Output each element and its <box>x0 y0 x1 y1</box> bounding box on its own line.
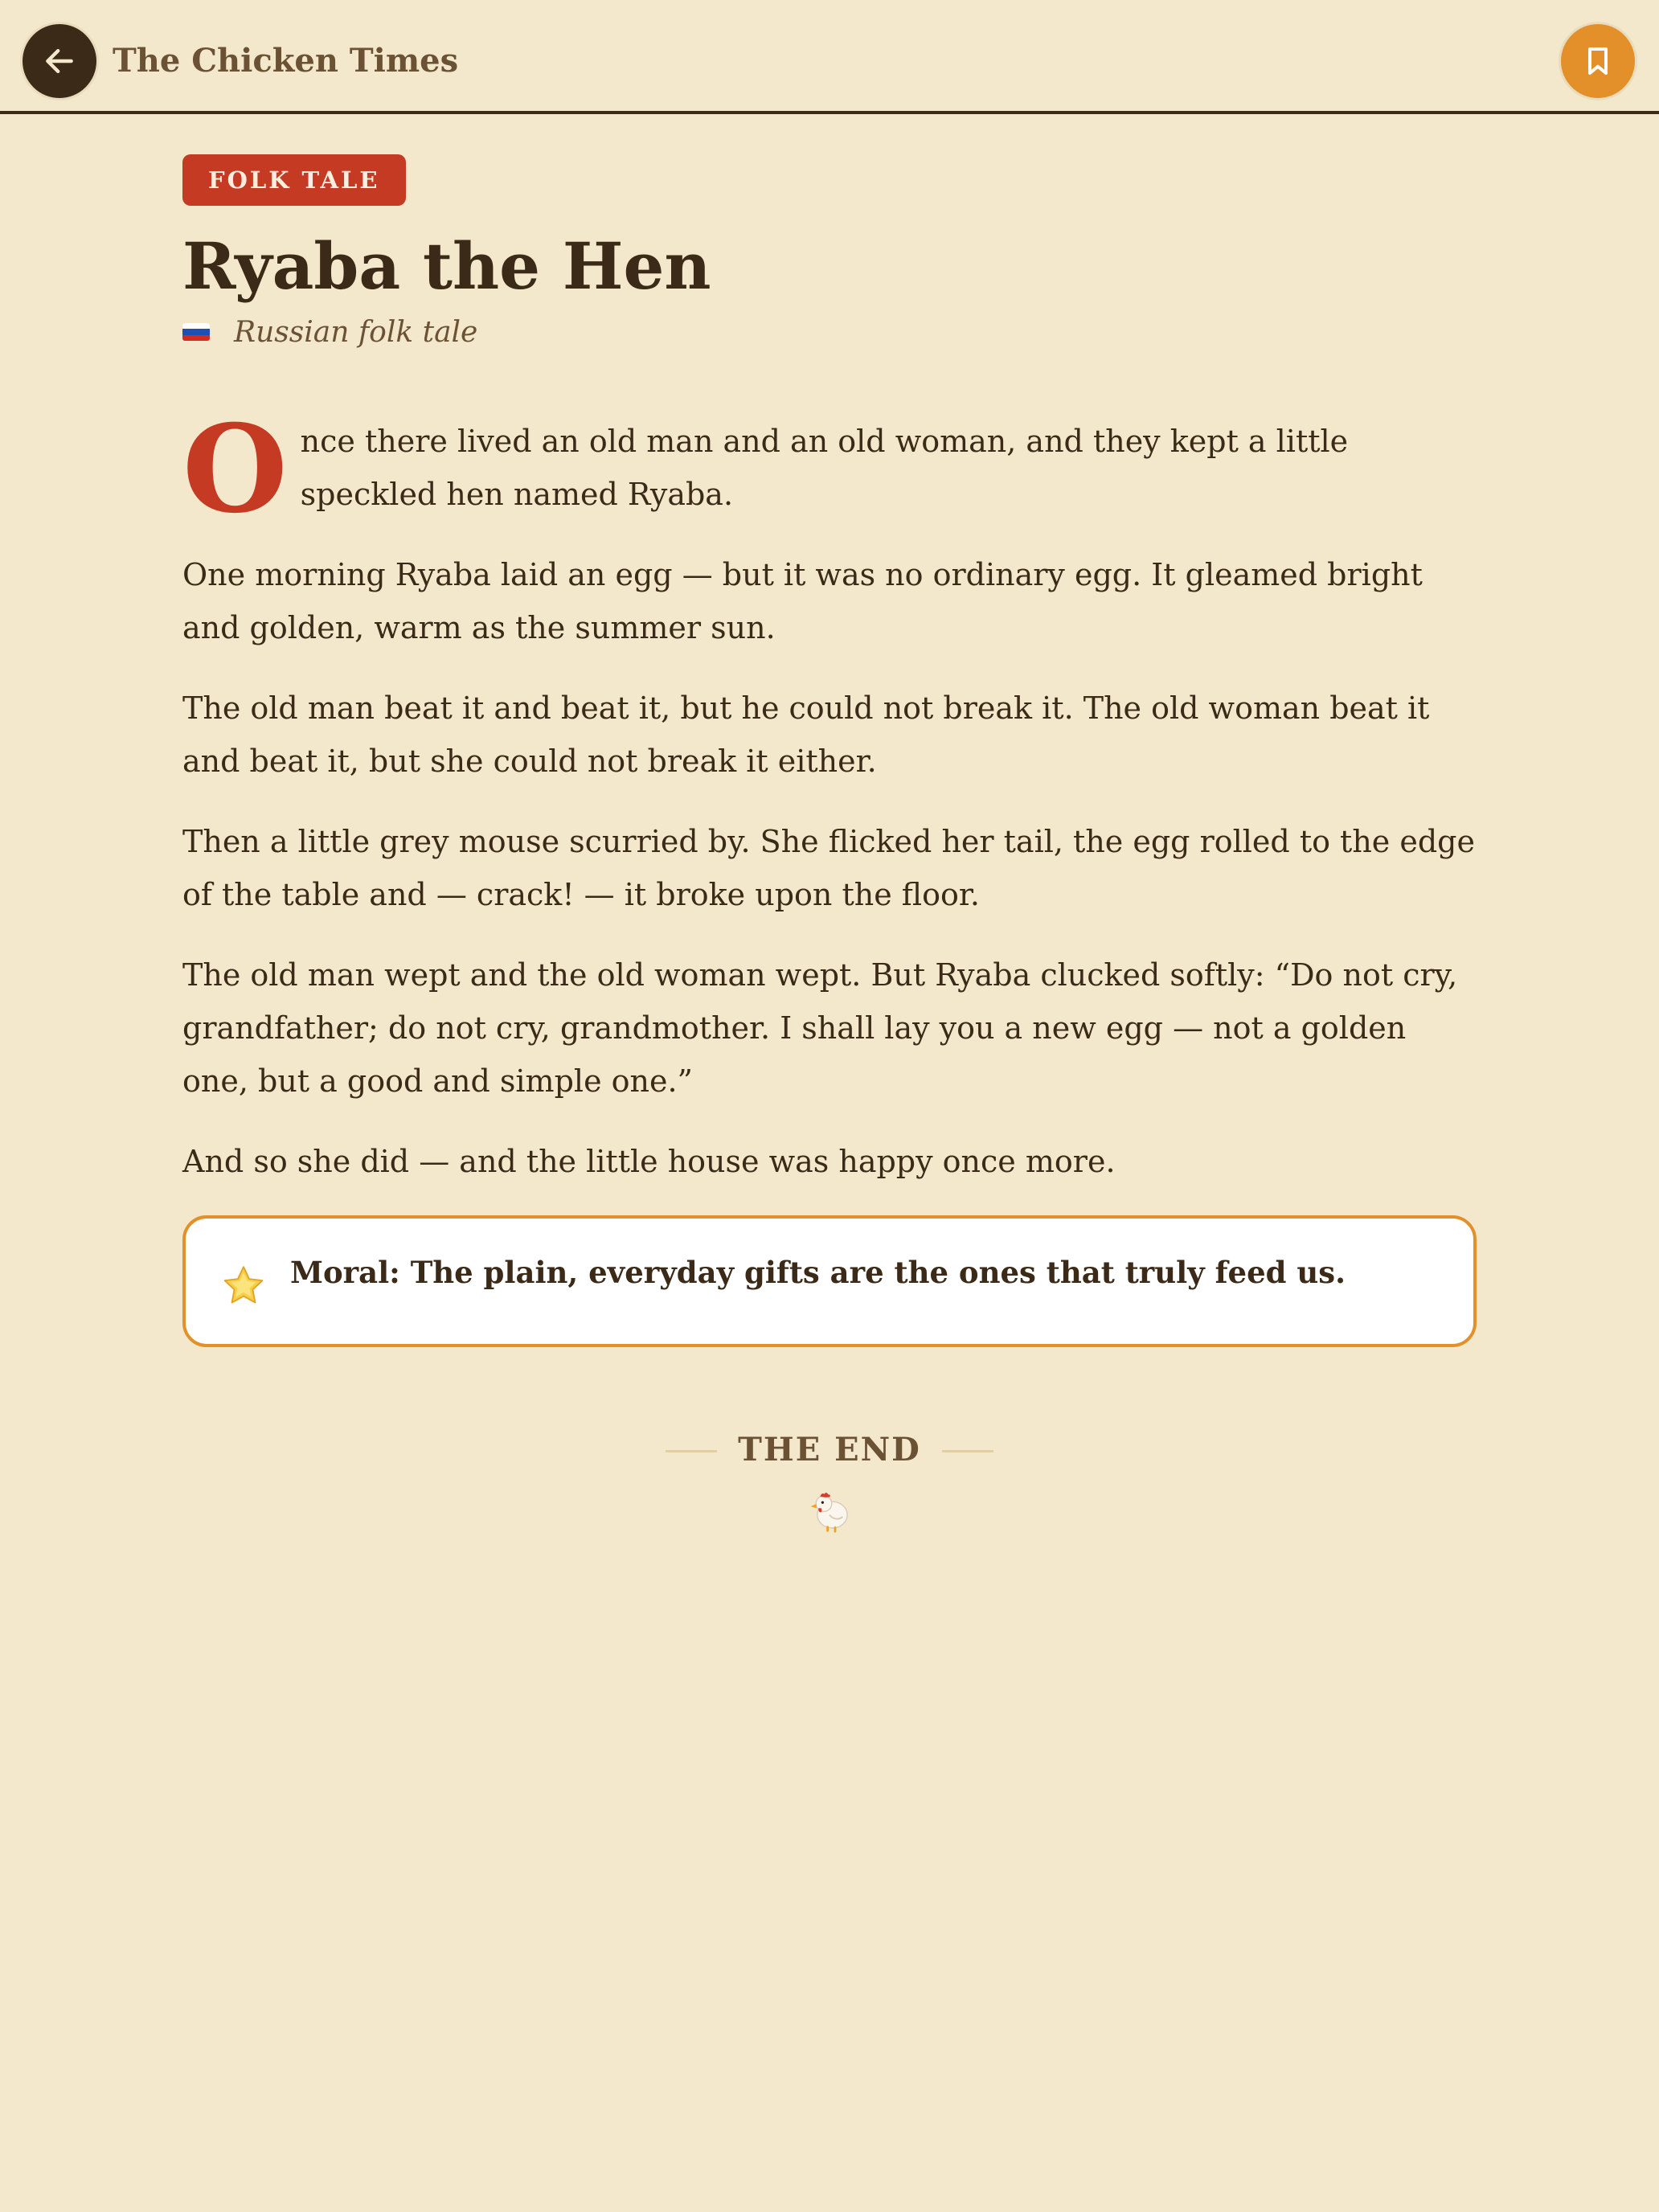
paragraph-text: nce there lived an old man and an old woman, and they kept a little speckled hen named Ryaba. <box>300 424 1349 512</box>
divider-line <box>942 1450 993 1452</box>
story-paragraph: The old man beat it and beat it, but he could not break it. The old woman beat it and beat it, but she could not break it either. <box>182 690 1430 779</box>
origin-line <box>182 312 1477 352</box>
end-text: THE END <box>738 1431 921 1469</box>
category-tag: FOLK TALE <box>182 154 406 206</box>
article <box>182 154 1477 1347</box>
russia-flag-icon <box>182 323 210 341</box>
chicken-icon <box>807 1489 852 1534</box>
back-button[interactable] <box>23 24 96 98</box>
bookmark-icon <box>1582 44 1614 78</box>
site-title: The Chicken Times <box>113 42 459 80</box>
story-paragraph: The old man wept and the old woman wept. But Ryaba clucked softly: “Do not cry, grandfather; do not cry, grandmother. I shall lay you a new egg — not a golden one, but a good and simple one.” <box>182 957 1458 1099</box>
story-paragraph: One morning Ryaba laid an egg — but it was no ordinary egg. It gleamed bright and golden, warm as the summer sun. <box>182 557 1423 645</box>
drop-cap: O <box>182 399 288 540</box>
story-paragraph: Then a little grey mouse scurried by. She flicked her tail, the egg rolled to the edge of the table and — crack! — it broke upon the floor. <box>182 824 1475 912</box>
arrow-left-icon <box>42 43 77 79</box>
article-title: Ryaba the Hen <box>182 228 711 304</box>
story-body <box>182 381 1477 1188</box>
star-icon <box>221 1264 266 1309</box>
story-paragraph <box>182 381 1477 540</box>
story-paragraph: And so she did — and the little house was happy once more. <box>182 1144 1116 1179</box>
origin-text: Russian folk tale <box>234 315 478 349</box>
moral-text: Moral: The plain, everyday gifts are the ones that truly feed us. <box>290 1255 1346 1290</box>
top-bar <box>0 0 1659 114</box>
moral-box <box>182 1215 1477 1347</box>
bookmark-button[interactable] <box>1561 24 1635 98</box>
end-divider <box>0 1426 1659 1474</box>
